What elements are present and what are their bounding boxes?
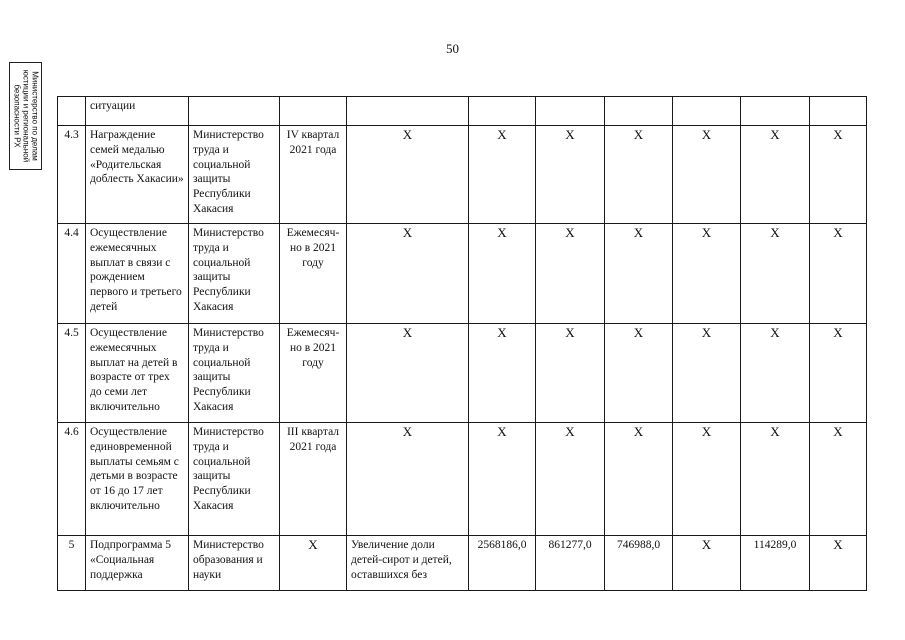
- cell-term: [280, 97, 347, 126]
- cell-num: 4.3: [58, 126, 86, 224]
- cell-value: 114289,0: [741, 536, 810, 591]
- cell-executor: Министерство труда и социальной защиты Республики Хакасия: [189, 126, 280, 224]
- cell-event: Осуществление единовременной выплаты семьям с детьми в возрасте от 16 до 17 лет включительно: [86, 423, 189, 536]
- cell-value: Х: [605, 423, 673, 536]
- cell-indicator: Х: [347, 423, 469, 536]
- cell-value: Х: [673, 324, 741, 423]
- cell-indicator: Х: [347, 126, 469, 224]
- stamp-text: Министерство по делам юстиции и региональной безопасности РХ: [12, 69, 39, 163]
- cell-value: Х: [673, 536, 741, 591]
- table-row: [58, 536, 867, 591]
- cell-executor: [189, 97, 280, 126]
- cell-value: [469, 97, 536, 126]
- page-number: 50: [446, 41, 459, 56]
- cell-term: Ежемесяч-но в 2021 году: [280, 224, 347, 324]
- cell-value: [741, 97, 810, 126]
- program-table: [57, 96, 867, 591]
- cell-value: Х: [810, 324, 867, 423]
- cell-value: [810, 97, 867, 126]
- cell-value: Х: [536, 126, 605, 224]
- ministry-stamp: [9, 62, 42, 170]
- cell-value: 2568186,0: [469, 536, 536, 591]
- cell-executor: Министерство образования и науки: [189, 536, 280, 591]
- cell-value: Х: [605, 324, 673, 423]
- cell-value: Х: [469, 126, 536, 224]
- cell-value: Х: [536, 324, 605, 423]
- cell-value: Х: [536, 224, 605, 324]
- cell-num: 4.5: [58, 324, 86, 423]
- cell-value: Х: [536, 423, 605, 536]
- cell-term: Х: [280, 536, 347, 591]
- cell-value: Х: [673, 126, 741, 224]
- cell-term: III квартал 2021 года: [280, 423, 347, 536]
- cell-value: [536, 97, 605, 126]
- cell-value: Х: [741, 126, 810, 224]
- cell-event: ситуации: [86, 97, 189, 126]
- cell-num: 4.4: [58, 224, 86, 324]
- cell-value: Х: [810, 126, 867, 224]
- cell-event: Награждение семей медалью «Родительская доблесть Хакасии»: [86, 126, 189, 224]
- cell-executor: Министерство труда и социальной защиты Республики Хакасия: [189, 423, 280, 536]
- cell-event: Подпрограмма 5 «Социальная поддержка: [86, 536, 189, 591]
- cell-value: Х: [810, 224, 867, 324]
- cell-value: Х: [741, 423, 810, 536]
- cell-event: Осуществление ежемесячных выплат в связи с рождением первого и третьего детей: [86, 224, 189, 324]
- table-row: [58, 224, 867, 324]
- cell-event: Осуществление ежемесячных выплат на детей в возрасте от трех до семи лет включительно: [86, 324, 189, 423]
- cell-indicator: Х: [347, 324, 469, 423]
- cell-value: Х: [741, 224, 810, 324]
- cell-value: Х: [673, 224, 741, 324]
- cell-value: Х: [673, 423, 741, 536]
- cell-value: Х: [605, 224, 673, 324]
- cell-value: Х: [469, 423, 536, 536]
- cell-value: Х: [469, 324, 536, 423]
- cell-indicator: Увеличение доли детей-сирот и детей, оставшихся без: [347, 536, 469, 591]
- cell-indicator: [347, 97, 469, 126]
- cell-term: IV квартал 2021 года: [280, 126, 347, 224]
- cell-value: [673, 97, 741, 126]
- cell-indicator: Х: [347, 224, 469, 324]
- cell-term: Ежемесяч-но в 2021 году: [280, 324, 347, 423]
- cell-value: Х: [469, 224, 536, 324]
- cell-executor: Министерство труда и социальной защиты Республики Хакасия: [189, 224, 280, 324]
- cell-num: 5: [58, 536, 86, 591]
- cell-executor: Министерство труда и социальной защиты Республики Хакасия: [189, 324, 280, 423]
- cell-num: 4.6: [58, 423, 86, 536]
- cell-value: 746988,0: [605, 536, 673, 591]
- cell-value: Х: [810, 536, 867, 591]
- table-row-continuation: [58, 97, 867, 126]
- cell-value: Х: [810, 423, 867, 536]
- table-row: [58, 423, 867, 536]
- cell-value: Х: [741, 324, 810, 423]
- cell-value: 861277,0: [536, 536, 605, 591]
- cell-value: [605, 97, 673, 126]
- table-row: [58, 126, 867, 224]
- table-row: [58, 324, 867, 423]
- cell-value: Х: [605, 126, 673, 224]
- cell-num: [58, 97, 86, 126]
